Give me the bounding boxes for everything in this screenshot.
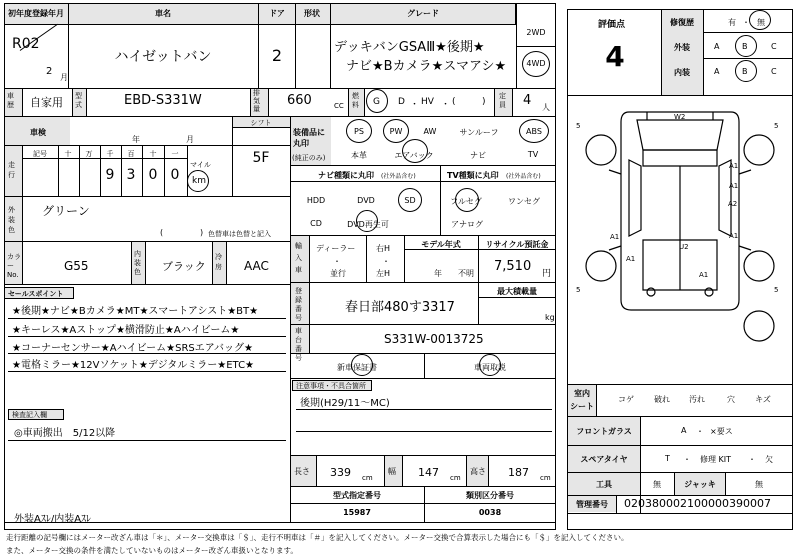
tv-fullseg-circle	[455, 188, 479, 212]
chassis-value: S331W-0013725	[384, 332, 484, 346]
grade-line-1: デッキバンGSAⅢ★後期★	[334, 40, 485, 55]
import-left-h: 左H	[376, 269, 391, 278]
length-value: 339	[330, 466, 351, 479]
tire-mark-fl: 5	[576, 122, 581, 130]
jack-value: 無	[755, 480, 763, 489]
fuel-opt-g: G	[373, 97, 380, 107]
fuel-label: 燃料	[352, 92, 359, 109]
tire-front-left	[586, 135, 616, 165]
tire-front-right	[744, 135, 774, 165]
equip-ps: PS	[354, 127, 364, 136]
diagram-mark-w2: W2	[674, 113, 686, 121]
car-name-label: 車名	[155, 9, 171, 18]
model-year-value: 不明	[458, 269, 474, 278]
fuel-g-circle	[366, 89, 388, 113]
diagram-mark-a1-2: A1	[729, 182, 739, 190]
displacement-label: 排気量	[253, 89, 260, 113]
capacity-value: 4	[523, 93, 532, 108]
navi-label: ナビ種類に丸印	[318, 171, 374, 180]
import-label: 輸入車	[295, 242, 302, 274]
tv-sub: (社外品含む)	[506, 173, 541, 180]
ac-value: AAC	[244, 259, 269, 273]
mgmt-label: 管理番号	[576, 500, 608, 509]
doc-warranty-circle	[351, 354, 373, 376]
seat-item-tear: 破れ	[654, 395, 670, 404]
tv-fullseg: フルセグ	[450, 197, 482, 206]
diagram-mark-a1-4: A1	[729, 232, 739, 240]
digit-100: 3	[126, 167, 136, 183]
grade-label: グレード	[407, 9, 439, 18]
seat-item-scratch: キズ	[755, 395, 771, 404]
notes-label: 注意事項・不具合箇所	[296, 382, 366, 390]
spare-none: 欠	[765, 455, 773, 464]
length-unit: cm	[362, 474, 373, 482]
sales-line-3: ★コーナーセンサー★Aハイビーム★SRSエアバッグ★	[12, 343, 253, 354]
tire-spare	[744, 311, 774, 341]
shift-label: シフト	[250, 119, 272, 127]
navi-cd: CD	[310, 219, 322, 228]
tire-mark-rr: 5	[774, 286, 779, 294]
equip-airbag: エアバック	[394, 151, 434, 160]
interior-b-circle	[735, 60, 757, 82]
shift-value: 5F	[252, 150, 270, 166]
diagram-mark-a2: A2	[728, 200, 738, 208]
tire-rear-right	[744, 251, 774, 281]
mileage-label: 走行	[8, 161, 15, 179]
inspector-value: ◎車両搬出 5/12以降	[14, 428, 116, 439]
navi-dvd: DVD	[357, 196, 375, 205]
import-right-h: 右H	[376, 244, 391, 253]
navi-dvd-play-circle	[356, 210, 378, 232]
inspection-month: 月	[186, 135, 194, 144]
usage-label: 車歴	[7, 92, 14, 109]
spare-dot-2: ・	[748, 455, 756, 464]
color-value: グリーン	[42, 204, 90, 218]
inspection-year: 年	[132, 135, 140, 144]
class-no-value: 0038	[478, 508, 502, 517]
equip-pw-circle	[383, 119, 409, 143]
month-unit: 月	[60, 73, 68, 82]
equip-pw: PW	[389, 127, 403, 136]
navi-sd-circle	[398, 188, 422, 212]
type-no-label: 型式指定番号	[333, 491, 381, 500]
tools-label: 工具	[596, 480, 612, 489]
class-no-label: 類別区分番号	[466, 491, 514, 500]
fuel-opt-hv: HV	[421, 97, 434, 107]
tire-rear-left	[586, 251, 616, 281]
mgmt-value: 020380002100000390007	[624, 497, 771, 510]
seat-item-dirt: 汚れ	[689, 395, 705, 404]
navi-sd: SD	[404, 196, 416, 205]
inspector-label: 検査記入欄	[12, 411, 47, 419]
km-label: km	[192, 176, 206, 186]
model-year-label: モデル年式	[421, 240, 461, 249]
exterior-b: B	[742, 42, 748, 51]
digit-10: 0	[148, 167, 158, 183]
tv-label: TV種類に丸印	[447, 171, 499, 180]
fuel-opt-paren-open: (	[452, 97, 456, 107]
equip-tv: TV	[527, 150, 539, 159]
digit-header-sign: 記号	[33, 150, 47, 158]
notes-value: 後期(H29/11〜MC)	[300, 398, 390, 409]
first-reg-era: R02	[12, 36, 40, 52]
color-no-label: カラーNo.	[7, 253, 21, 279]
tools-value: 無	[653, 480, 661, 489]
shape-label: 形状	[304, 9, 320, 18]
drive-4wd-circle	[522, 51, 550, 77]
interior-b: B	[742, 67, 748, 76]
repair-dot: ・	[742, 18, 750, 27]
model-year-unit: 年	[434, 269, 442, 278]
sales-line-2: ★キーレス★Aストップ★横滑防止★Aハイビーム★	[12, 325, 240, 336]
glass-label: フロントガラス	[576, 427, 632, 436]
person-unit: 人	[542, 103, 550, 112]
diagram-mark-a1-6: A1	[699, 271, 709, 279]
drive-4wd: 4WD	[526, 59, 546, 68]
spare-kit: 修理 KIT	[700, 455, 732, 464]
max-load-label: 最大積載量	[497, 287, 537, 296]
score-label: 評価点	[598, 20, 626, 30]
fuel-opt-dot1: ・	[410, 100, 420, 110]
exterior-footer: 外装Aｽﾚ/内装Aｽﾚ	[14, 514, 92, 525]
digit-header-1: 一	[171, 150, 179, 158]
glass-a: A	[681, 426, 687, 435]
recycle-value: 7,510	[494, 259, 532, 274]
width-value: 147	[418, 466, 439, 479]
first-reg-month: 2	[46, 66, 53, 77]
diagram-mark-a1-3: A1	[610, 233, 620, 241]
tv-oneseg: ワンセグ	[508, 197, 540, 206]
digit-header-10k: 万	[85, 150, 93, 158]
registration-label: 登録番号	[295, 287, 302, 322]
model-value: EBD-S331W	[124, 93, 202, 108]
chassis-label: 車台番号	[295, 327, 302, 362]
color-paren-close: )	[200, 228, 204, 237]
damage-diagram	[567, 100, 793, 380]
car-name: ハイゼットバン	[114, 49, 212, 65]
sales-label: セールスポイント	[8, 290, 64, 298]
exterior-c: C	[771, 42, 777, 51]
equipment-sub: (純正のみ)	[292, 154, 326, 162]
exterior-a: A	[714, 42, 720, 51]
jack-label: ジャッキ	[684, 480, 716, 489]
exterior-b-circle	[735, 35, 757, 57]
seat-label-1: 室内	[574, 389, 590, 398]
height-unit: cm	[540, 474, 551, 482]
equip-airbag-circle	[402, 139, 428, 163]
seat-item-hole: 穴	[727, 395, 735, 404]
door-count: 2	[271, 46, 283, 65]
footer-note-1: 走行距離の記号欄にはメーター改ざん車は「＊」、メーター交換車は「＄」、走行不明車は「＃」を記入してください。メーター交換で合算表示した場合にも「＄」を記入してください。	[6, 533, 629, 542]
digit-header-100: 百	[127, 150, 135, 158]
registration-value: 春日部480す3317	[345, 300, 455, 315]
displacement-value: 660	[287, 93, 312, 108]
tv-analog: アナログ	[451, 220, 483, 229]
glass-b: ×要ス	[710, 427, 733, 436]
digit-header-1k: 千	[106, 150, 114, 158]
glass-dot: ・	[696, 427, 704, 436]
first-reg-label: 初年度登録年月	[8, 9, 64, 18]
recycle-yen: 円	[542, 269, 552, 279]
drive-2wd: 2WD	[526, 28, 546, 37]
color-no-value: G55	[64, 259, 89, 273]
door-label: ドア	[269, 9, 285, 18]
usage-value: 自家用	[30, 96, 63, 109]
import-dealer: ディーラー	[316, 244, 356, 253]
spare-dot: ・	[683, 455, 691, 464]
doc-manual-circle	[479, 354, 501, 376]
color-label: 外装色	[8, 206, 15, 234]
footer-note-2: また、メーター交換の条件を満たしていないものはメーター改ざん車扱いとなります。	[6, 546, 298, 555]
navi-hdd: HDD	[306, 196, 326, 205]
color-note: 色替車は色替と記入	[208, 230, 271, 238]
seat-label-2: シート	[570, 402, 594, 411]
spare-t: T	[665, 454, 670, 463]
equip-aw: AW	[423, 127, 437, 136]
digit-1k: 9	[105, 167, 115, 183]
score-value: 4	[605, 40, 625, 73]
sales-line-4: ★電格ミラー★12Vソケット★デジタルミラー★ETC★	[12, 360, 255, 371]
interior-color-label: 内装色	[134, 250, 141, 276]
model-label: 型式	[75, 92, 82, 109]
digit-1: 0	[170, 167, 180, 183]
grade-line-2: ナビ★Bカメラ★スマアシ★	[346, 59, 507, 74]
capacity-label: 定員	[499, 92, 506, 109]
interior-a: A	[714, 67, 720, 76]
digit-header-100k: 十	[64, 150, 72, 158]
repair-label: 修復歴	[670, 18, 694, 27]
seat-item-burn: コゲ	[618, 395, 634, 404]
equip-sunroof: サンルーフ	[459, 128, 499, 137]
tire-mark-fr: 5	[774, 122, 779, 130]
import-parallel: 並行	[330, 269, 346, 278]
type-no-value: 15987	[343, 508, 371, 517]
diagram-mark-a1-5: A1	[626, 255, 636, 263]
width-unit: cm	[450, 474, 461, 482]
diagram-mark-u2: U2	[679, 243, 689, 251]
mile-label: マイル	[190, 161, 211, 169]
repair-no: 無	[757, 18, 765, 27]
interior-label: 内装	[674, 68, 690, 77]
equip-abs-circle	[519, 119, 549, 143]
height-label: 高さ	[470, 467, 486, 476]
diagram-mark-a1-1: A1	[729, 162, 739, 170]
navi-dvd-play: DVD再生可	[347, 220, 389, 229]
height-value: 187	[508, 466, 529, 479]
navi-sub: (社外品含む)	[381, 173, 416, 180]
equip-navi: ナビ	[470, 151, 486, 160]
km-circle	[187, 170, 209, 192]
fuel-opt-d: D	[398, 97, 405, 107]
interior-color-value: ブラック	[162, 260, 206, 273]
equip-abs: ABS	[526, 127, 542, 136]
equip-leather: 本革	[351, 151, 367, 160]
repair-no-circle	[749, 10, 771, 30]
max-load-unit: kg	[545, 313, 555, 322]
ac-label: 冷房	[215, 253, 222, 271]
repair-yes: 有	[728, 18, 736, 27]
sales-line-1: ★後期★ナビ★Bカメラ★MT★スマートアシスト★BT★	[12, 306, 259, 317]
equipment-label: 装備品に丸印	[293, 128, 325, 148]
recycle-label: リサイクル預託金	[485, 240, 549, 249]
fuel-opt-paren-close: )	[482, 97, 486, 107]
interior-c: C	[771, 67, 777, 76]
inspection-label: 車検	[30, 128, 46, 137]
import-dot: ・	[333, 257, 341, 266]
cc-unit: CC	[334, 102, 344, 110]
equip-ps-circle	[346, 119, 372, 143]
tire-mark-rl: 5	[576, 286, 581, 294]
length-label: 長さ	[294, 467, 310, 476]
spare-label: スペアタイヤ	[580, 455, 628, 464]
digit-header-10: 十	[149, 150, 157, 158]
color-paren-open: (	[160, 228, 164, 237]
header-band	[4, 3, 516, 25]
width-label: 幅	[388, 467, 396, 476]
fuel-opt-dot2: ・	[441, 100, 451, 110]
doc-manual: 車両取説	[474, 363, 506, 372]
exterior-label: 外装	[674, 43, 690, 52]
import-dot-2: ・	[382, 257, 390, 266]
doc-warranty: 新車保証書	[337, 363, 377, 372]
